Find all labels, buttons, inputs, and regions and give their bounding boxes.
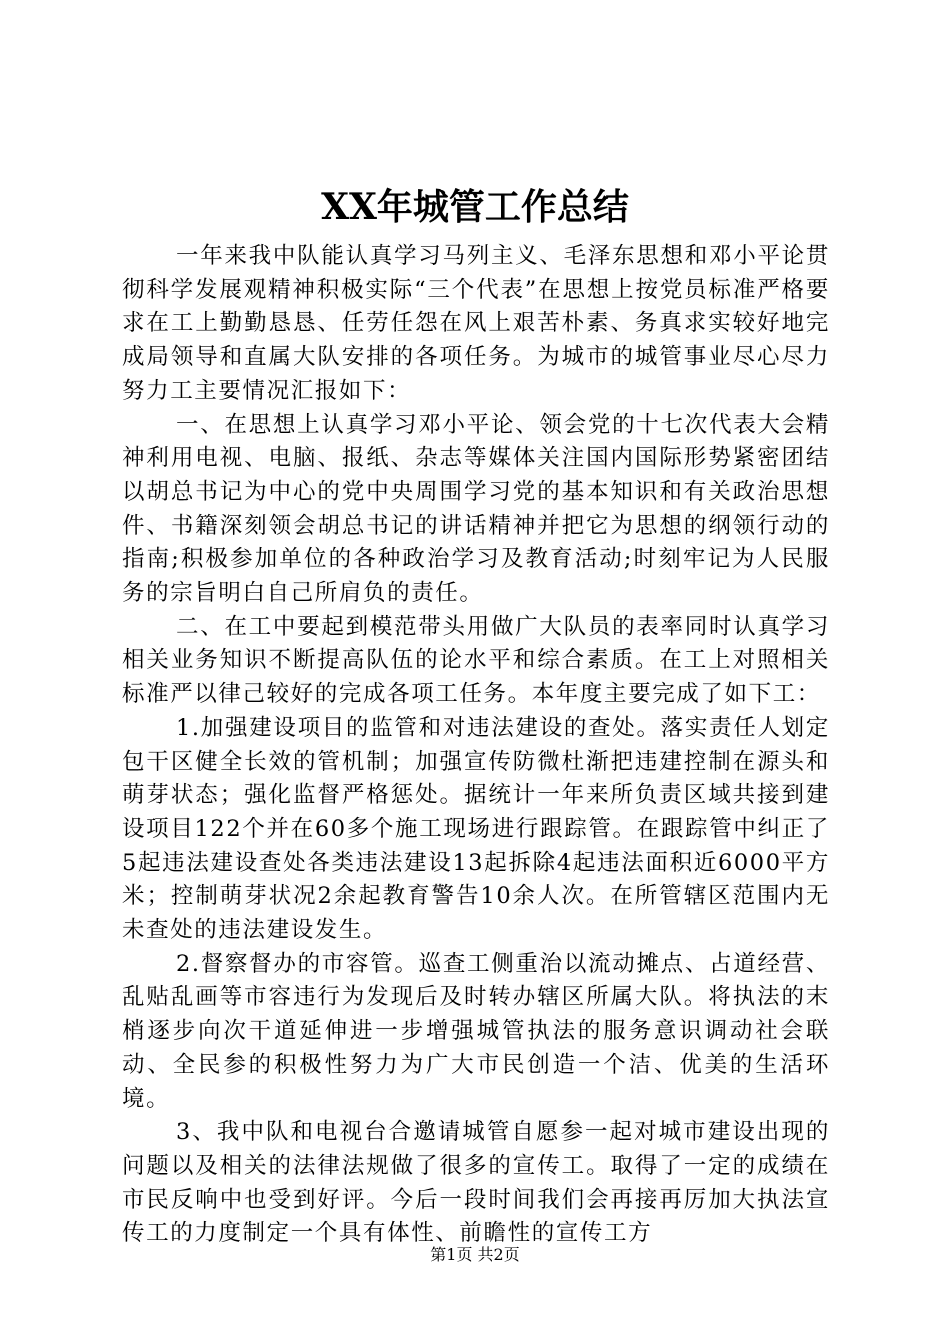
document-title: XX年城管工作总结 — [321, 186, 629, 228]
paragraph-section-2: 二、在工中要起到模范带头用做广大队员的表率同时认真学习相关业务知识不断提高队伍的论水平和综合素质。在工上对照相关标准严以律己较好的完成各项工任务。本年度主要完成了如下工： — [122, 613, 830, 708]
paragraph-section-1: 一、在思想上认真学习邓小平论、领会党的十七次代表大会精神利用电视、电脑、报纸、杂志等媒体关注国内国际形势紧密团结以胡总书记为中心的党中央周围学习党的基本知识和有关政治思想件、书籍深刻领会胡总书记的讲话精神并把它为思想的纲领行动的指南;积极参加单位的各种政治学习及教育活动;时刻牢记为人民服务的宗旨明白自己所肩负的责任。 — [122, 411, 830, 607]
paragraph-item-2: 2.督察督办的市容管。巡查工侧重治以流动摊点、占道经营、乱贴乱画等市容违行为发现后及时转办辖区所属大队。将执法的末梢逐步向次干道延伸进一步增强城管执法的服务意识调动社会联动、全民参的积极性努力为广大市民创造一个洁、优美的生活环境。 — [122, 950, 830, 1112]
paragraph-item-3: 3、我中队和电视台合邀请城管自愿参一起对城市建设出现的问题以及相关的法律法规做了很多的宣传工。取得了一定的成绩在市民反响中也受到好评。今后一段时间我们会再接再厉加大执法宣传工的力度制定一个具有体性、前瞻性的宣传工方 — [122, 1119, 830, 1247]
page-footer: 第1页 共2页 — [430, 1245, 520, 1264]
document-body — [122, 240, 830, 1251]
paragraph-item-1: 1.加强建设项目的监管和对违法建设的查处。落实责任人划定包干区健全长效的管机制；加强宣传防微杜渐把违建控制在源头和萌芽状态；强化监督严格惩处。据统计一年来所负责区域共接到建设项目122个并在60多个施工现场进行跟踪管。在跟踪管中纠正了5起违法建设查处各类违法建设13起拆除4起违法面积近6000平方米；控制萌芽状况2余起教育警告10余人次。在所管辖区范围内无未查处的违法建设发生。 — [122, 714, 830, 944]
paragraph-intro: 一年来我中队能认真学习马列主义、毛泽东思想和邓小平论贯彻科学发展观精神积极实际“三个代表”在思想上按党员标准严格要求在工上勤勤恳恳、任劳任怨在风上艰苦朴素、务真求实较好地完成局领导和直属大队安排的各项任务。为城市的城管事业尽心尽力努力工主要情况汇报如下： — [122, 243, 830, 404]
